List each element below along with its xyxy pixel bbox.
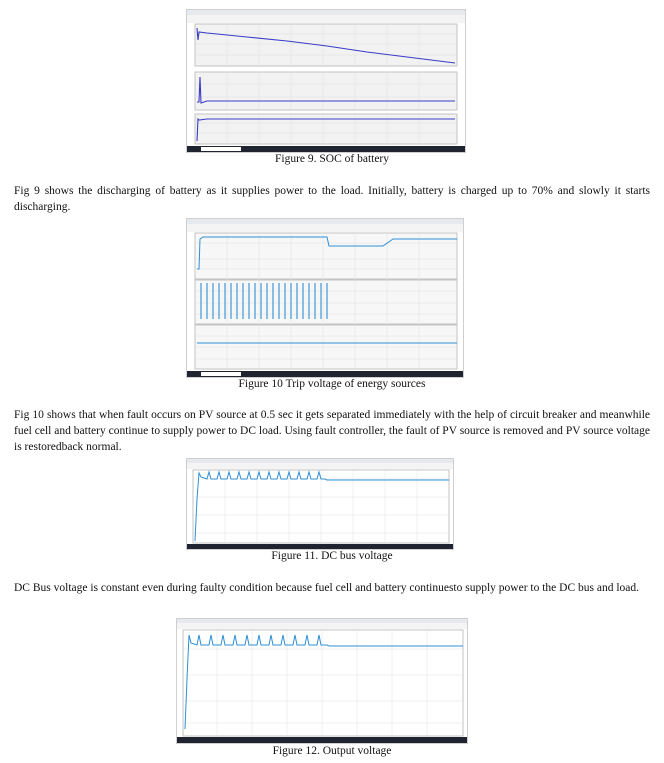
- menu-bar: [187, 463, 453, 469]
- window-title-bar: [177, 619, 467, 623]
- taskbar-search-box: [201, 372, 241, 376]
- figure-9-caption: Figure 9. SOC of battery: [274, 153, 390, 165]
- window-title-bar: [187, 10, 465, 15]
- figure-11-plot: [187, 459, 453, 549]
- figure-9-screenshot: [186, 9, 466, 153]
- window-title-bar: [187, 459, 453, 463]
- figure-11-caption: Figure 11. DC bus voltage: [271, 550, 393, 562]
- figure-10-plot: [187, 219, 463, 377]
- menu-bar: [177, 623, 467, 629]
- figure-10-screenshot: [186, 218, 464, 378]
- menu-bar: [187, 15, 465, 23]
- taskbar: [187, 544, 453, 549]
- figure-12-caption: Figure 12. Output voltage: [272, 745, 392, 757]
- paragraph-fig11: DC Bus voltage is constant even during faulty condition because fuel cell and battery continuesto supply power to the DC bus and load.: [14, 582, 640, 594]
- paragraph-fig9: Fig 9 shows the discharging of battery as it supplies power to the load. Initially, battery is charged up to 70% and slowly it starts discharging.: [14, 185, 650, 213]
- figure-11-screenshot: [186, 458, 454, 550]
- paragraph-fig10: Fig 10 shows that when fault occurs on PV source at 0.5 sec it gets separated immediately with the help of circuit breaker and meanwhile fuel cell and battery continue to supply power to DC load. Using fault controller, the fault of PV source is removed and PV source voltage is restoredback normal.: [14, 409, 650, 453]
- figure-10-caption: Figure 10 Trip voltage of energy sources: [238, 378, 426, 390]
- figure-12-screenshot: [176, 618, 468, 744]
- window-title-bar: [187, 219, 463, 224]
- figure-12-plot: [177, 619, 467, 743]
- taskbar: [177, 737, 467, 743]
- taskbar-search-box: [201, 147, 241, 151]
- figure-9-plot: [187, 10, 465, 152]
- menu-bar: [187, 224, 463, 232]
